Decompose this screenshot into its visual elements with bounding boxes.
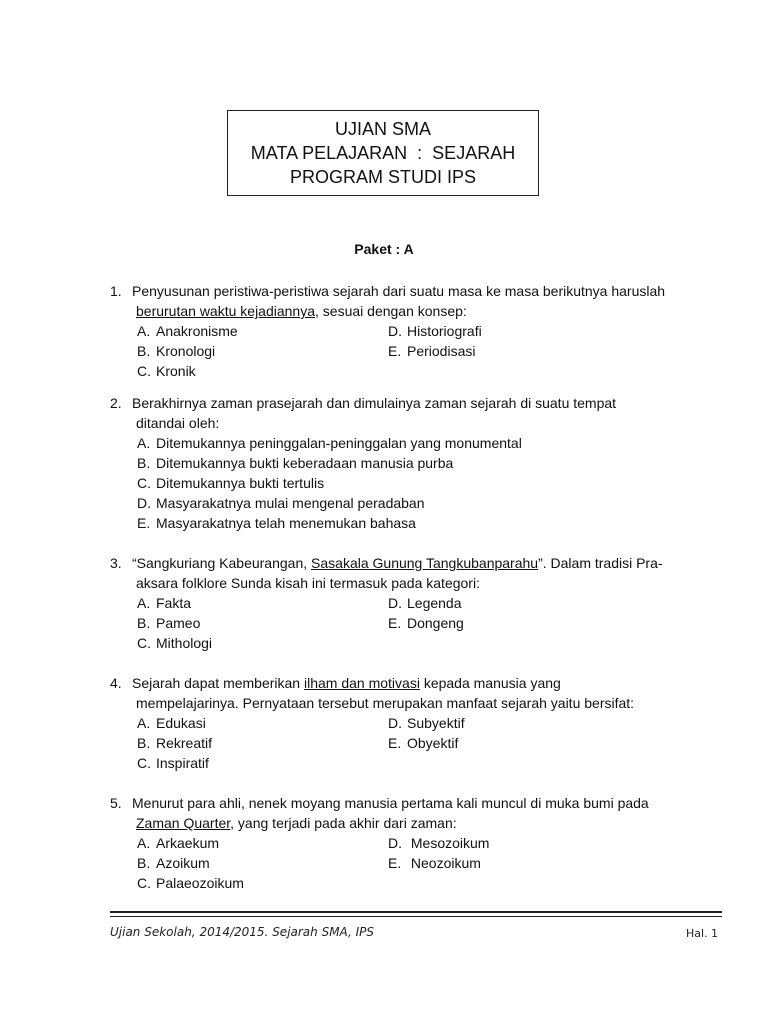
options: [137, 321, 700, 381]
program-line: PROGRAM STUDI IPS: [289, 167, 477, 187]
question-text-rest: , sesuai dengan konsep:: [315, 303, 467, 319]
question-5: [110, 793, 700, 893]
option-key: C.: [137, 363, 151, 379]
question-text-a: Sejarah dapat memberikan: [132, 675, 304, 691]
option-text: Arkaekum: [156, 835, 220, 851]
question-text: [132, 673, 700, 693]
underlined-phrase: berurutan waktu kejadiannya: [136, 303, 316, 319]
option-key: B.: [137, 855, 151, 871]
option-key: C.: [137, 875, 151, 891]
option-a: [137, 433, 700, 453]
question-text-cont: aksara folklore Sunda kisah ini termasuk pada kategori:: [136, 575, 480, 591]
question-text: [132, 553, 700, 573]
option-text: Mesozoikum: [407, 835, 490, 851]
question-text-a: “Sangkuriang Kabeurangan,: [132, 555, 312, 571]
underlined-phrase: Sasakala Gunung Tangkubanparahu: [311, 555, 539, 571]
option-text: Inspiratif: [156, 755, 209, 771]
options: [137, 833, 700, 893]
option-d: [388, 713, 465, 733]
option-e: [388, 341, 475, 361]
option-d: [388, 321, 482, 341]
question-number: 1.: [110, 283, 122, 299]
option-text: Periodisasi: [407, 343, 476, 359]
footer-caption: Ujian Sekolah, 2014/2015. Sejarah SMA, IPS: [110, 925, 375, 939]
option-key: B.: [137, 455, 151, 471]
option-text: Palaeozoikum: [156, 875, 244, 891]
option-e: [388, 733, 458, 753]
option-text: Ditemukannya bukti tertulis: [156, 475, 325, 491]
question-text-b: kepada manusia yang: [419, 675, 561, 691]
option-text: Ditemukannya peninggalan-peninggalan yang monumental: [156, 435, 522, 451]
question-1: [110, 281, 700, 381]
subject-line: MATA PELAJARAN : SEJARAH: [250, 143, 516, 163]
option-key: C.: [137, 635, 151, 651]
option-b: [137, 453, 700, 473]
option-key: D.: [388, 323, 402, 339]
question-text-cont: mempelajarinya. Pernyataan tersebut merupakan manfaat sejarah yaitu bersifat:: [136, 695, 635, 711]
options: [137, 713, 700, 773]
option-key: D.: [388, 835, 402, 851]
option-a: [137, 713, 206, 733]
option-key: E.: [388, 735, 402, 751]
question-text-cont: [136, 813, 700, 833]
option-d: [388, 593, 462, 613]
footer-rule-thin: [110, 916, 722, 917]
option-text: Obyektif: [407, 735, 459, 751]
page-number: Hal. 1: [686, 927, 719, 940]
option-c: [137, 473, 700, 493]
question-text-cont: [136, 301, 700, 321]
exam-header-box: [227, 110, 539, 196]
option-b: [137, 613, 200, 633]
options: [137, 593, 700, 653]
option-text: Historiografi: [407, 323, 482, 339]
underlined-phrase: ilham dan motivasi: [304, 675, 420, 691]
option-text: Kronologi: [156, 343, 216, 359]
option-text: Azoikum: [156, 855, 210, 871]
footer-rule-thick: [110, 911, 722, 913]
option-key: A.: [137, 323, 151, 339]
paket-label: Paket : A: [354, 241, 414, 257]
question-4: [110, 673, 700, 773]
option-a: [137, 321, 238, 341]
underlined-phrase: Zaman Quarter: [136, 815, 231, 831]
option-key: E.: [137, 515, 151, 531]
option-text: Anakronisme: [156, 323, 238, 339]
option-text: Pameo: [156, 615, 201, 631]
option-e: [388, 853, 481, 873]
option-b: [137, 341, 215, 361]
option-d: [137, 493, 700, 513]
option-key: A.: [137, 435, 151, 451]
question-text: Berakhirnya zaman prasejarah dan dimulainya zaman sejarah di suatu tempat: [132, 395, 617, 411]
option-text: Mithologi: [156, 635, 213, 651]
question-3: [110, 553, 700, 653]
exam-title: UJIAN SMA: [334, 119, 431, 139]
question-number: 5.: [110, 795, 122, 811]
option-key: B.: [137, 615, 151, 631]
question-number: 4.: [110, 675, 122, 691]
option-key: B.: [137, 343, 151, 359]
option-text: Neozoikum: [407, 855, 481, 871]
option-text: Subyektif: [407, 715, 465, 731]
option-text: Legenda: [407, 595, 462, 611]
option-text: Dongeng: [407, 615, 464, 631]
option-key: E.: [388, 855, 402, 871]
option-d: [388, 833, 489, 853]
option-text: Rekreatif: [156, 735, 213, 751]
option-b: [137, 853, 210, 873]
option-text: Masyarakatnya telah menemukan bahasa: [156, 515, 416, 531]
question-text: Menurut para ahli, nenek moyang manusia pertama kali muncul di muka bumi pada: [132, 795, 649, 811]
option-c: [137, 873, 244, 893]
question-text: Penyusunan peristiwa-peristiwa sejarah dari suatu masa ke masa berikutnya haruslah: [132, 283, 666, 299]
option-a: [137, 833, 219, 853]
option-text: Ditemukannya bukti keberadaan manusia purba: [156, 455, 454, 471]
question-text-b: ”. Dalam tradisi Pra-: [538, 555, 663, 571]
question-text-rest: , yang terjadi pada akhir dari zaman:: [230, 815, 457, 831]
option-c: [137, 361, 196, 381]
option-b: [137, 733, 212, 753]
question-number: 2.: [110, 395, 122, 411]
option-key: B.: [137, 735, 151, 751]
option-text: Edukasi: [156, 715, 206, 731]
question-2: [110, 393, 700, 533]
option-key: D.: [137, 495, 151, 511]
question-text-cont: ditandai oleh:: [136, 415, 220, 431]
option-key: D.: [388, 595, 402, 611]
question-number: 3.: [110, 555, 122, 571]
option-key: D.: [388, 715, 402, 731]
option-key: C.: [137, 755, 151, 771]
option-key: A.: [137, 715, 151, 731]
option-e: [137, 513, 700, 533]
option-key: C.: [137, 475, 151, 491]
option-c: [137, 753, 209, 773]
option-text: Masyarakatnya mulai mengenal peradaban: [156, 495, 425, 511]
option-c: [137, 633, 212, 653]
option-e: [388, 613, 464, 633]
option-key: A.: [137, 595, 151, 611]
option-text: Fakta: [156, 595, 192, 611]
option-text: Kronik: [156, 363, 196, 379]
option-key: E.: [388, 343, 402, 359]
option-key: E.: [388, 615, 402, 631]
option-key: A.: [137, 835, 151, 851]
option-a: [137, 593, 191, 613]
